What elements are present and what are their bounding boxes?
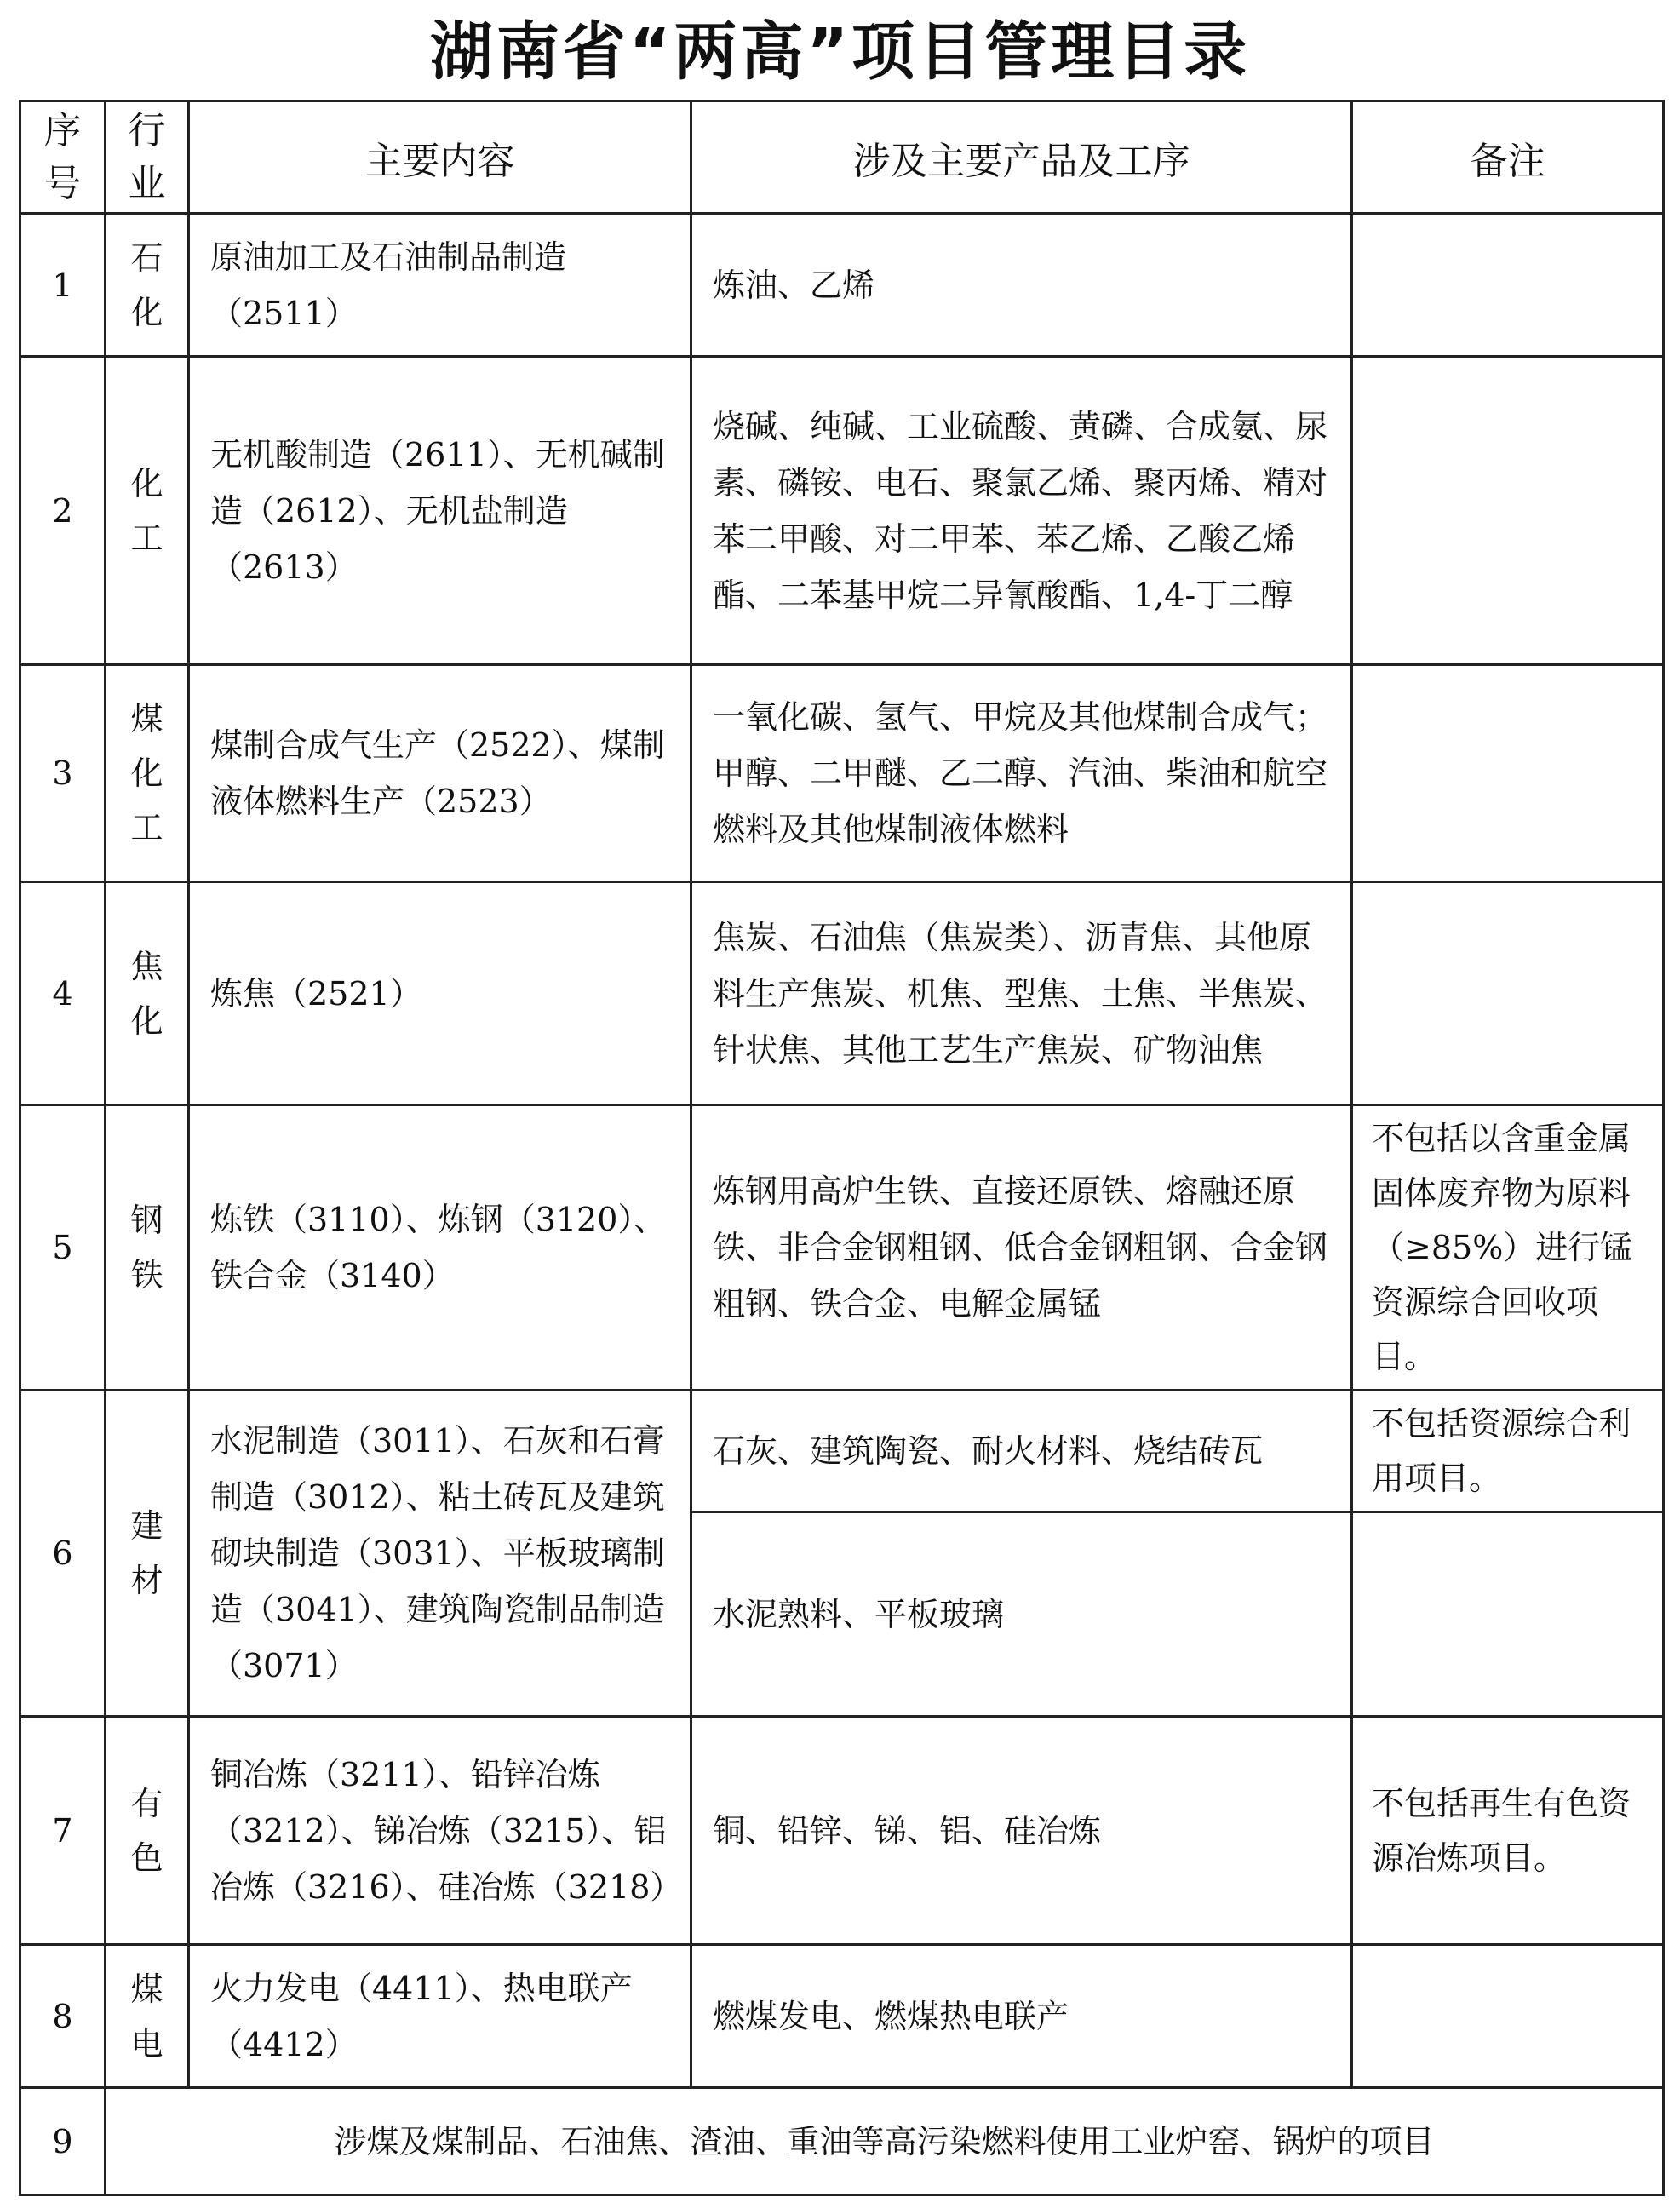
row-notes	[1352, 357, 1664, 665]
row-number: 7	[20, 1717, 106, 1945]
industry-char: 石	[130, 238, 163, 277]
industry-char: 化	[130, 464, 163, 502]
row-notes	[1352, 882, 1664, 1105]
industry-char: 化	[130, 754, 163, 792]
row-content: 炼铁（3110）、炼钢（3120）、铁合金（3140）	[189, 1105, 691, 1391]
row-industry	[106, 1391, 189, 1717]
header-content: 主要内容	[189, 101, 691, 214]
header-notes: 备注	[1352, 101, 1664, 214]
row-number: 9	[20, 2088, 106, 2195]
row-products: 烧碱、纯碱、工业硫酸、黄磷、合成氨、尿素、磷铵、电石、聚氯乙烯、聚丙烯、精对苯二甲酸、对二甲苯、苯乙烯、乙酸乙烯酯、二苯基甲烷二异氰酸酯、1,4-丁二醇	[691, 357, 1352, 665]
row-number: 5	[20, 1105, 106, 1391]
table-row	[20, 1391, 1664, 1512]
table-row	[20, 357, 1664, 665]
row-number: 3	[20, 665, 106, 882]
row-products: 石灰、建筑陶瓷、耐火材料、烧结砖瓦	[691, 1391, 1352, 1512]
industry-char: 材	[130, 1562, 163, 1599]
row-industry	[106, 1717, 189, 1945]
table-header-row	[20, 101, 1664, 214]
table-row	[20, 665, 1664, 882]
row-products: 燃煤发电、燃煤热电联产	[691, 1945, 1352, 2088]
row-content: 炼焦（2521）	[189, 882, 691, 1105]
header-industry	[106, 101, 189, 214]
row-content: 火力发电（4411）、热电联产（4412）	[189, 1945, 691, 2088]
row-products: 炼钢用高炉生铁、直接还原铁、熔融还原铁、非合金钢粗钢、低合金钢粗钢、合金钢粗钢、铁合金、电解金属锰	[691, 1105, 1352, 1391]
header-no-line1: 序	[43, 108, 82, 152]
row-content: 水泥制造（3011）、石灰和石膏制造（3012）、粘土砖瓦及建筑砌块制造（3031）、平板玻璃制造（3041）、建筑陶瓷制品制造（3071）	[189, 1391, 691, 1717]
row-products: 铜、铅锌、锑、铝、硅冶炼	[691, 1717, 1352, 1945]
row-notes: 不包括再生有色资源冶炼项目。	[1352, 1717, 1664, 1945]
industry-char: 建	[130, 1507, 163, 1545]
row-notes: 不包括资源综合利用项目。	[1352, 1391, 1664, 1512]
industry-char: 工	[130, 809, 163, 846]
row-number: 1	[20, 214, 106, 357]
row-content: 铜冶炼（3211）、铅锌冶炼（3212）、锑冶炼（3215）、铝冶炼（3216）、硅冶炼（3218）	[189, 1717, 691, 1945]
row-notes	[1352, 214, 1664, 357]
project-catalog-table	[19, 100, 1665, 2196]
industry-char: 色	[130, 1839, 163, 1877]
industry-char: 煤	[130, 700, 163, 737]
row-number: 8	[20, 1945, 106, 2088]
table-row	[20, 882, 1664, 1105]
row-number: 4	[20, 882, 106, 1105]
row-number: 2	[20, 357, 106, 665]
row-products: 炼油、乙烯	[691, 214, 1352, 357]
row-industry	[106, 882, 189, 1105]
row-industry	[106, 1945, 189, 2088]
table-row	[20, 214, 1664, 357]
industry-char: 化	[130, 1001, 163, 1040]
row-products: 焦炭、石油焦（焦炭类）、沥青焦、其他原料生产焦炭、机焦、型焦、土焦、半焦炭、针状焦、其他工艺生产焦炭、矿物油焦	[691, 882, 1352, 1105]
industry-char: 煤	[130, 1970, 163, 2008]
header-no	[20, 101, 106, 214]
row-notes	[1352, 665, 1664, 882]
row-number: 6	[20, 1391, 106, 1717]
row-notes	[1352, 1945, 1664, 2088]
table-row	[20, 1105, 1664, 1391]
row-merged-content: 涉煤及煤制品、石油焦、渣油、重油等高污染燃料使用工业炉窑、锅炉的项目	[106, 2088, 1664, 2195]
row-industry	[106, 665, 189, 882]
row-content: 无机酸制造（2611）、无机碱制造（2612）、无机盐制造（2613）	[189, 357, 691, 665]
industry-char: 工	[130, 519, 163, 557]
page-title: 湖南省“两高”项目管理目录	[429, 15, 1251, 89]
row-notes: 不包括以含重金属固体废弃物为原料（≥85%）进行锰资源综合回收项目。	[1352, 1105, 1664, 1391]
industry-char: 钢	[130, 1202, 163, 1239]
header-industry-line1: 行	[128, 108, 166, 152]
row-industry	[106, 214, 189, 357]
header-products: 涉及主要产品及工序	[691, 101, 1352, 214]
industry-char: 焦	[130, 947, 163, 985]
table-row	[20, 2088, 1664, 2195]
row-industry	[106, 1105, 189, 1391]
table-row	[20, 1717, 1664, 1945]
row-industry	[106, 357, 189, 665]
row-content: 煤制合成气生产（2522）、煤制液体燃料生产（2523）	[189, 665, 691, 882]
industry-char: 有	[130, 1784, 163, 1822]
header-industry-line2: 业	[128, 161, 166, 205]
row-content: 原油加工及石油制品制造（2511）	[189, 214, 691, 357]
table-row	[20, 1945, 1664, 2088]
header-no-line2: 号	[43, 161, 82, 205]
industry-char: 电	[130, 2024, 163, 2062]
row-products: 水泥熟料、平板玻璃	[691, 1512, 1352, 1717]
industry-char: 铁	[130, 1256, 163, 1294]
industry-char: 化	[130, 293, 163, 331]
row-products: 一氧化碳、氢气、甲烷及其他煤制合成气；甲醇、二甲醚、乙二醇、汽油、柴油和航空燃料及其他煤制液体燃料	[691, 665, 1352, 882]
row-notes	[1352, 1512, 1664, 1717]
